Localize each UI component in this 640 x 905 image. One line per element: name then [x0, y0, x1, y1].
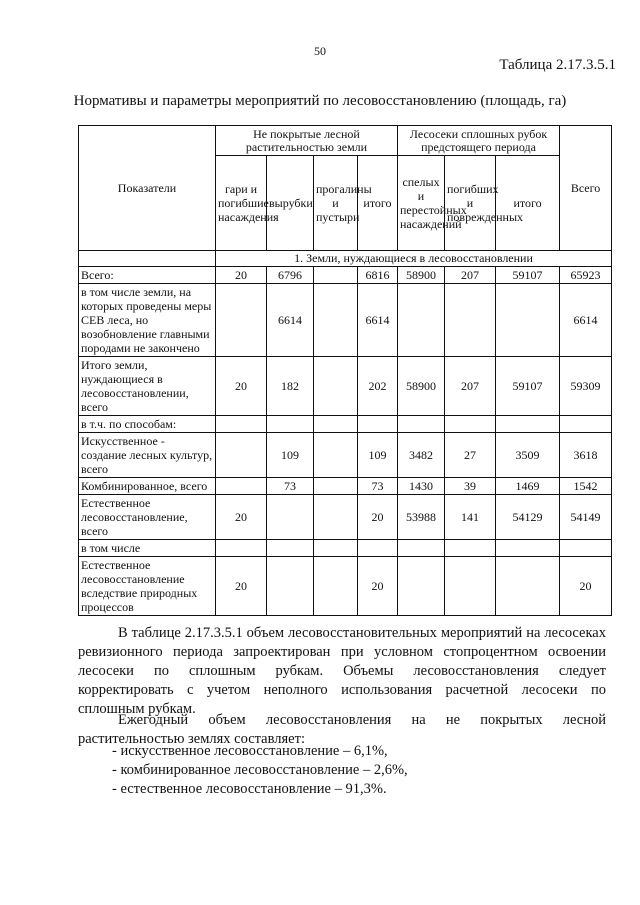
row-value [216, 478, 267, 495]
row-value: 20 [216, 557, 267, 616]
row-value [216, 433, 267, 478]
row-value: 109 [358, 433, 398, 478]
row-value [314, 357, 358, 416]
row-label: Комбинированное, всего [79, 478, 216, 495]
row-value [398, 416, 445, 433]
row-value [496, 284, 560, 357]
header-mature-overmature: спелых и перестойных насаждений [398, 156, 445, 251]
row-value [267, 495, 314, 540]
row-value: 202 [358, 357, 398, 416]
row-label: Искусственное - создание лесных культур, всего [79, 433, 216, 478]
row-value [445, 557, 496, 616]
row-value [267, 557, 314, 616]
header-glades-wastelands: прогалины и пустыри [314, 156, 358, 251]
row-value: 141 [445, 495, 496, 540]
table-row [79, 416, 612, 433]
row-value: 3482 [398, 433, 445, 478]
row-value: 6614 [358, 284, 398, 357]
section-row [79, 251, 612, 267]
row-label: в т.ч. по способам: [79, 416, 216, 433]
row-value: 1469 [496, 478, 560, 495]
row-value [314, 540, 358, 557]
row-label: Естественное лесовосстановление, всего [79, 495, 216, 540]
page-number: 50 [314, 44, 326, 58]
row-value: 59107 [496, 357, 560, 416]
row-value [216, 540, 267, 557]
bullet-combined: - комбинированное лесовосстановление – 2,6%, [112, 762, 408, 778]
row-value: 59309 [560, 357, 612, 416]
header-row-1 [79, 126, 612, 156]
row-value: 20 [358, 495, 398, 540]
row-value: 20 [216, 267, 267, 284]
row-value [496, 557, 560, 616]
row-value [496, 540, 560, 557]
row-value: 6614 [560, 284, 612, 357]
header-clearings: вырубки [267, 156, 314, 251]
row-label: Естественное лесовосстановление вследствие природных процессов [79, 557, 216, 616]
row-value: 3509 [496, 433, 560, 478]
row-value [358, 540, 398, 557]
row-value [314, 433, 358, 478]
row-value [267, 416, 314, 433]
row-value: 53988 [398, 495, 445, 540]
row-value [216, 416, 267, 433]
row-value [314, 478, 358, 495]
row-value: 58900 [398, 357, 445, 416]
row-label: в том числе [79, 540, 216, 557]
row-value [560, 416, 612, 433]
row-value: 6816 [358, 267, 398, 284]
row-value: 39 [445, 478, 496, 495]
row-label: Всего: [79, 267, 216, 284]
row-value [314, 557, 358, 616]
table-body [79, 267, 612, 616]
table-id: Таблица 2.17.3.5.1 [499, 57, 616, 73]
row-value: 54129 [496, 495, 560, 540]
row-value: 109 [267, 433, 314, 478]
row-value [267, 540, 314, 557]
row-value: 58900 [398, 267, 445, 284]
table-row [79, 540, 612, 557]
header-group-uncovered-land: Не покрытые лесной растительностью земли [216, 126, 398, 156]
row-value: 20 [560, 557, 612, 616]
row-value: 182 [267, 357, 314, 416]
row-value [445, 416, 496, 433]
row-value: 20 [216, 357, 267, 416]
header-group-clearcut-areas: Лесосеки сплошных рубок предстоящего периода [398, 126, 560, 156]
header-dead-damaged: погибших и поврежденных [445, 156, 496, 251]
paragraph-annual-volume: Ежегодный объем лесовосстановления на не покрытых лесной растительностью землях составляет: [78, 712, 606, 747]
row-value [216, 284, 267, 357]
row-value [496, 416, 560, 433]
header-total: Всего [560, 126, 612, 251]
row-value: 1542 [560, 478, 612, 495]
table-row [79, 267, 612, 284]
header-burnt-dead: гари и погибшие насаждения [216, 156, 267, 251]
header-indicators: Показатели [79, 126, 216, 251]
bullet-natural: - естественное лесовосстановление – 91,3%. [112, 781, 387, 797]
table-row [79, 357, 612, 416]
row-value [398, 540, 445, 557]
row-value: 207 [445, 357, 496, 416]
row-value: 1430 [398, 478, 445, 495]
section-title: 1. Земли, нуждающиеся в лесовосстановлении [216, 251, 612, 267]
row-value: 6796 [267, 267, 314, 284]
row-label: в том числе земли, на которых проведены меры СЕВ леса, но возобновление главными породами не закончено [79, 284, 216, 357]
row-value: 27 [445, 433, 496, 478]
row-value: 6614 [267, 284, 314, 357]
row-value [314, 416, 358, 433]
reforestation-table [78, 125, 612, 616]
row-label: Итого земли, нуждающиеся в лесовосстановлении, всего [79, 357, 216, 416]
row-value: 20 [358, 557, 398, 616]
row-value [398, 557, 445, 616]
bullet-artificial: - искусственное лесовосстановление – 6,1%, [112, 743, 388, 759]
row-value [314, 267, 358, 284]
row-value: 59107 [496, 267, 560, 284]
table-row [79, 433, 612, 478]
header-subtotal-1: итого [358, 156, 398, 251]
row-value: 3618 [560, 433, 612, 478]
row-value: 207 [445, 267, 496, 284]
row-value: 73 [358, 478, 398, 495]
table-caption: Нормативы и параметры мероприятий по лесовосстановлению (площадь, га) [73, 93, 567, 109]
row-value [358, 416, 398, 433]
row-value [314, 284, 358, 357]
row-value [314, 495, 358, 540]
row-value [445, 284, 496, 357]
row-value: 73 [267, 478, 314, 495]
table-row [79, 478, 612, 495]
row-value [560, 540, 612, 557]
row-value: 65923 [560, 267, 612, 284]
table-row [79, 495, 612, 540]
table-row [79, 284, 612, 357]
row-value: 54149 [560, 495, 612, 540]
row-value: 20 [216, 495, 267, 540]
header-subtotal-2: итого [496, 156, 560, 251]
bullet-list [112, 742, 408, 799]
paragraph-volume-note: В таблице 2.17.3.5.1 объем лесовосстановительных мероприятий на лесосеках ревизионного периода запроектирован при условном стопроцентном освоении лесосеки по сплошным рубкам. Объемы лесовосстановления следует корректировать с учетом неполного использования расчетной лесосеки по сплошным рубкам. [78, 625, 606, 717]
row-value [445, 540, 496, 557]
row-value [398, 284, 445, 357]
table-row [79, 557, 612, 616]
